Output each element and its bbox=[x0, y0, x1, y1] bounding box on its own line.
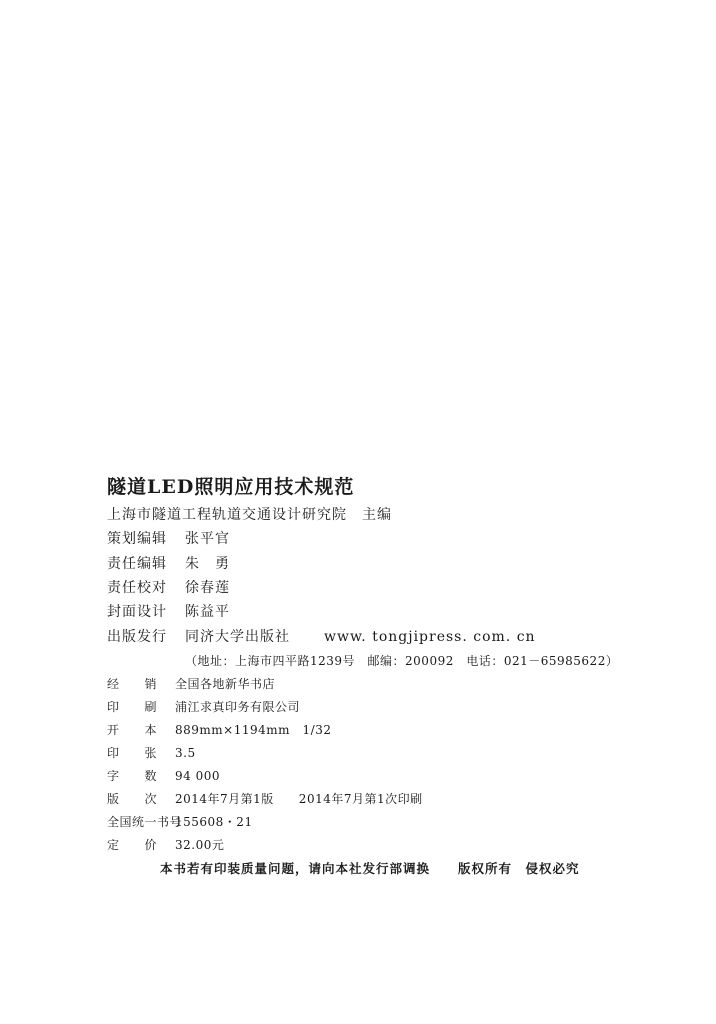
spec-label: 印 张 bbox=[107, 746, 158, 760]
credit-value: 陈益平 bbox=[185, 604, 230, 620]
publisher-label: 出版发行 bbox=[107, 629, 167, 645]
spec-value: 2014年7月第1版 2014年7月第1次印刷 bbox=[175, 792, 423, 806]
spec-row-format bbox=[107, 721, 331, 738]
spec-label: 定 价 bbox=[107, 838, 158, 852]
credit-row-planning bbox=[107, 528, 230, 548]
copyright-notice bbox=[160, 859, 580, 877]
spec-value: 3.5 bbox=[175, 746, 196, 760]
credit-row-editor bbox=[107, 553, 230, 573]
spec-row-distribution bbox=[107, 675, 275, 692]
spec-row-word-count bbox=[107, 767, 220, 784]
spec-value: 94 000 bbox=[175, 769, 220, 783]
spec-label: 开 本 bbox=[107, 723, 158, 737]
spec-row-sheets bbox=[107, 744, 196, 761]
rights-notice: 版权所有 侵权必究 bbox=[458, 861, 580, 876]
spec-label: 印 刷 bbox=[107, 700, 158, 714]
book-title: 隧道LED照明应用技术规范 bbox=[107, 476, 355, 498]
credit-label: 策划编辑 bbox=[107, 531, 167, 547]
spec-value: 浦江求真印务有限公司 bbox=[175, 700, 301, 714]
spec-label: 经 销 bbox=[107, 677, 158, 691]
editor-line: 上海市隧道工程轨道交通设计研究院 主编 bbox=[107, 507, 392, 523]
spec-row-price bbox=[107, 836, 224, 853]
spec-value: 全国各地新华书店 bbox=[175, 677, 276, 691]
credit-label: 责任校对 bbox=[107, 580, 167, 596]
credit-label: 封面设计 bbox=[107, 604, 167, 620]
spec-value: 32.00元 bbox=[175, 838, 225, 852]
spec-label: 全国统一书号 bbox=[107, 815, 183, 829]
credit-value: 徐春莲 bbox=[185, 580, 230, 596]
credit-row-proofreader bbox=[107, 577, 230, 597]
credit-value: 张平官 bbox=[185, 531, 230, 547]
spec-row-edition bbox=[107, 790, 423, 807]
spec-label: 字 数 bbox=[107, 769, 158, 783]
credit-row-cover-design bbox=[107, 601, 230, 621]
publisher-row bbox=[107, 626, 536, 646]
credit-label: 责任编辑 bbox=[107, 556, 167, 572]
spec-label: 版 次 bbox=[107, 792, 158, 806]
publisher-address: （地址：上海市四平路1239号 邮编：200092 电话：021－65985622） bbox=[185, 654, 619, 668]
quality-notice: 本书若有印装质量问题，请向本社发行部调换 bbox=[160, 861, 431, 876]
spec-row-printing bbox=[107, 698, 300, 715]
publisher-name: 同济大学出版社 bbox=[185, 629, 290, 645]
spec-row-book-number bbox=[107, 813, 253, 830]
spec-value: 155608・21 bbox=[175, 815, 253, 829]
credit-value: 朱 勇 bbox=[185, 556, 230, 572]
spec-value: 889mm×1194mm 1/32 bbox=[175, 723, 332, 737]
publisher-website: www. tongjipress. com. cn bbox=[324, 629, 536, 645]
